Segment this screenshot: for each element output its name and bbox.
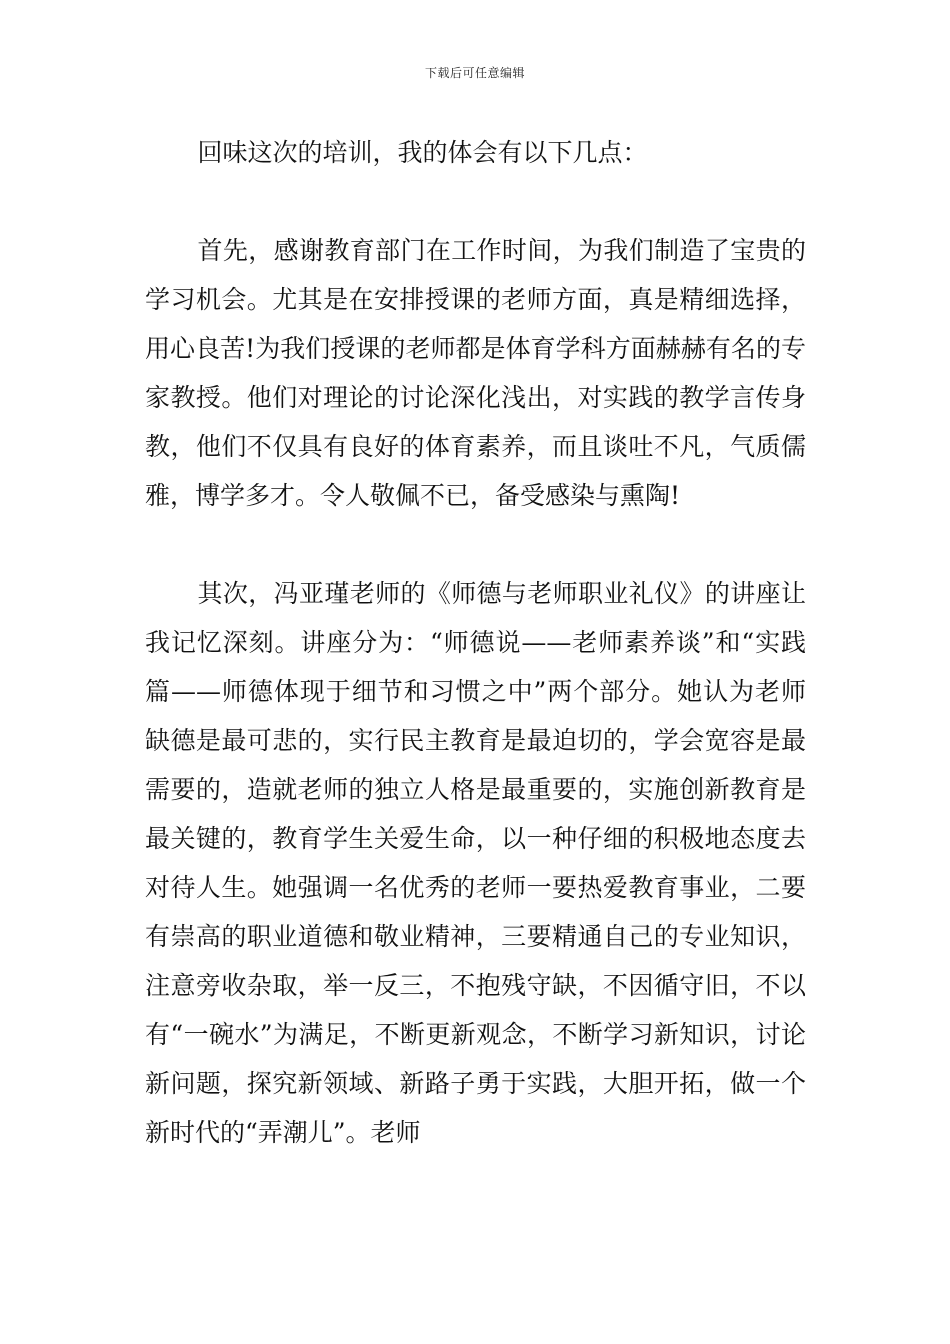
paragraph-first-point: 首先，感谢教育部门在工作时间，为我们制造了宝贵的学习机会。尤其是在安排授课的老师方面，真是精细选择，用心良苦!为我们授课的老师都是体育学科方面赫赫有名的专家教授。他们对理论的讨论深化浅出，对实践的教学言传身教，他们不仅具有良好的体育素养，而且谈吐不凡，气质儒雅，博学多才。令人敬佩不已，备受感染与熏陶! bbox=[145, 236, 806, 510]
document-body bbox=[145, 128, 806, 1157]
header-note: 下载后可任意编辑 bbox=[424, 66, 525, 80]
paragraph-intro: 回味这次的培训，我的体会有以下几点： bbox=[197, 138, 648, 167]
paragraph-second-point: 其次，冯亚瑾老师的《师德与老师职业礼仪》的讲座让我记忆深刻。讲座分为：“师德说——老师素养谈”和“实践篇——师德体现于细节和习惯之中”两个部分。她认为老师缺德是最可悲的，实行民主教育是最迫切的，学会宽容是最需要的，造就老师的独立人格是最重要的，实施创新教育是最关键的，教育学生关爱生命，以一种仔细的积极地态度去对待人生。她强调一名优秀的老师一要热爱教育事业，二要有崇高的职业道德和敬业精神，三要精通自己的专业知识，注意旁收杂取，举一反三，不抱残守缺，不因循守旧，不以有“一碗水”为满足，不断更新观念，不断学习新知识，讨论新问题，探究新领域、新路子勇于实践，大胆开拓，做一个新时代的“弄潮儿”。老师 bbox=[145, 579, 806, 1147]
